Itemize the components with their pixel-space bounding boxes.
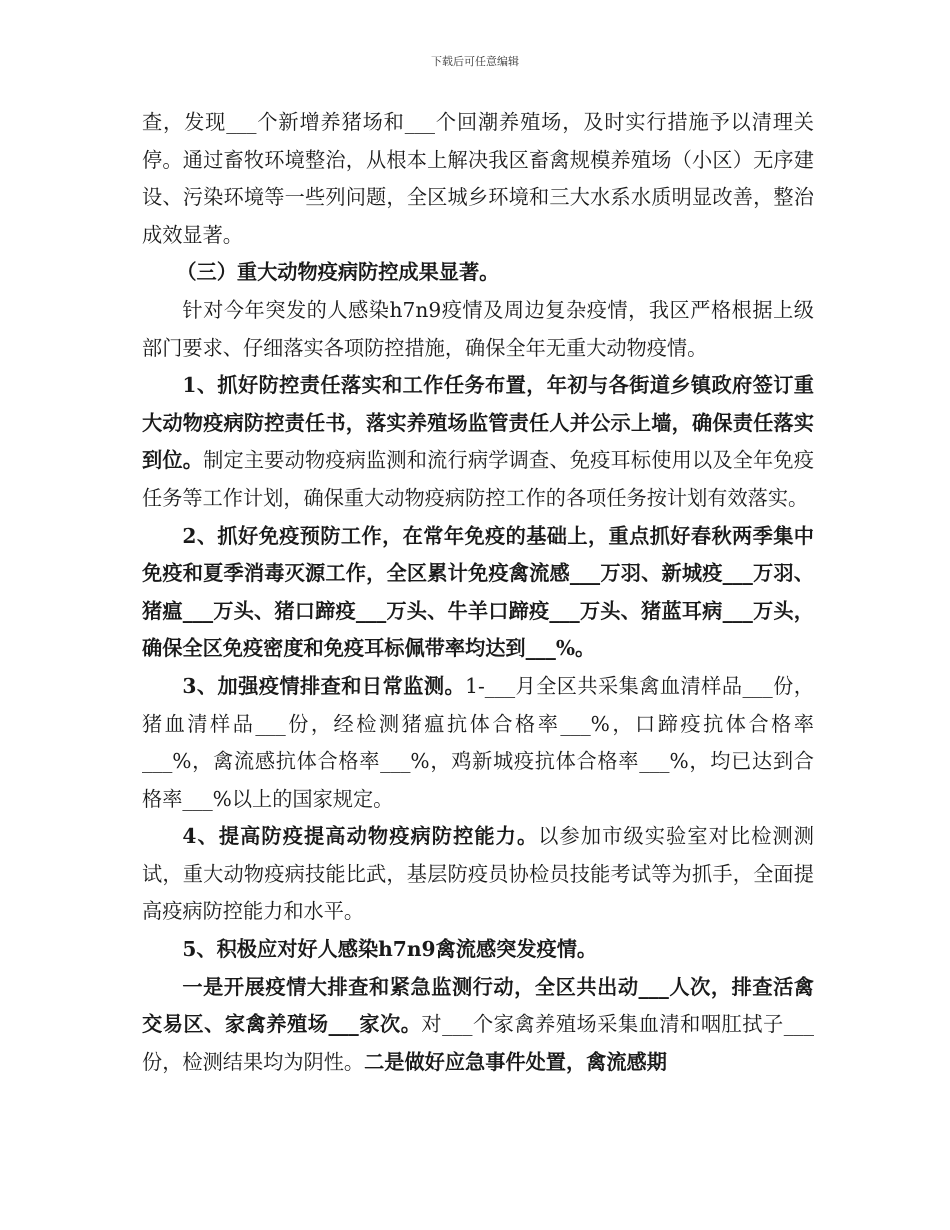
page-header: 下载后可任意编辑: [431, 55, 519, 68]
paragraph-item-5-detail: [142, 969, 814, 1082]
item-5-lead: 5、积极应对好人感染h7n9禽流感突发疫情。: [182, 937, 598, 962]
item-5-text: 对___个家禽养殖场采集血清和咽肛拭子___份，检测结果均为阴性。: [142, 1012, 814, 1074]
paragraph-environment-cleanup: 查，发现___个新增养猪场和___个回潮养殖场，及时实行措施予以清理关停。通过畜牧环境整治，从根本上解决我区畜禽规模养殖场（小区）无序建设、污染环境等一些列问题，全区城乡环境和三大水系水质明显改善，整治成效显著。: [142, 110, 814, 247]
item-2-lead: 2、抓好免疫预防工作，在常年免疫的基础上，重点抓好春秋两季集中免疫和夏季消毒灭源工作，全区累计免疫禽流感___万羽、新城疫___万羽、猪瘟___万头、猪口蹄疫___万头、牛羊口蹄疫___万头、猪蓝耳病___万头，确保全区免疫密度和免疫耳标佩带率均达到___%。: [142, 523, 814, 661]
item-4-lead: 4、提高防疫提高动物疫病防控能力。: [182, 824, 539, 849]
item-1-text: 制定主要动物疫病监测和流行病学调查、免疫耳标使用以及全年免疫任务等工作计划，确保重大动物疫病防控工作的各项任务按计划有效落实。: [142, 448, 814, 510]
item-3-lead: 3、加强疫情排查和日常监测。: [182, 673, 466, 698]
section-heading-disease-control: （三）重大动物疫病防控成果显著。: [176, 260, 500, 285]
item-1-lead: 1、抓好防控责任落实和工作任务布置，年初与各街道乡镇政府签订重大动物疫病防控责任书，落实养殖场监管责任人并公示上墙，确保责任落实到位。: [142, 373, 814, 473]
document-body: [142, 104, 814, 1081]
item-3-text: 1-___月全区共采集禽血清样品___份，猪血清样品___份，经检测猪瘟抗体合格率___%，口蹄疫抗体合格率___%，禽流感抗体合格率___%，鸡新城疫抗体合格率___%，均已达到合格率___%以上的国家规定。: [142, 673, 814, 811]
item-5-second-point: 二是做好应急事件处置，禽流感期: [364, 1049, 667, 1074]
paragraph-item-5-heading: [142, 931, 814, 969]
paragraph-item-2: [142, 518, 814, 668]
paragraph-item-1: [142, 367, 814, 517]
item-4-text: 以参加市级实验室对比检测测试，重大动物疫病技能比武，基层防疫员协检员技能考试等为抓手，全面提高疫病防控能力和水平。: [142, 824, 814, 924]
item-5-first-point: 一是开展疫情大排查和紧急监测行动，全区共出动___人次，排查活禽交易区、家禽养殖场___家次。: [142, 974, 814, 1037]
paragraph-item-3: [142, 668, 814, 818]
paragraph-item-4: [142, 818, 814, 931]
paragraph-h7n9-intro: 针对今年突发的人感染h7n9疫情及周边复杂疫情，我区严格根据上级部门要求、仔细落实各项防控措施，确保全年无重大动物疫情。: [142, 297, 814, 360]
